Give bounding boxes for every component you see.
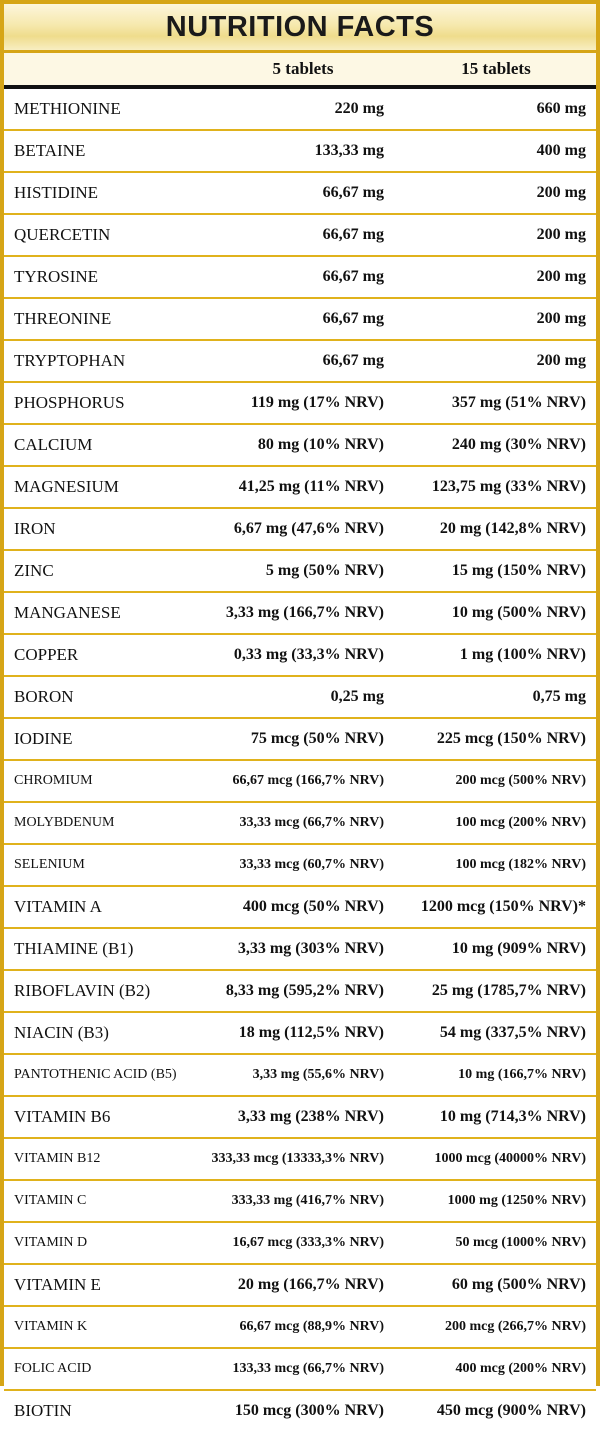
nutrient-amount-dose-a: 41,25 mg (11% NRV) bbox=[238, 478, 384, 495]
nutrient-amount-dose-a: 119 mg (17% NRV) bbox=[250, 394, 384, 411]
nutrient-amount-dose-a: 150 mcg (300% NRV) bbox=[234, 1402, 384, 1419]
nutrient-amount-dose-b: 450 mcg (900% NRV) bbox=[436, 1402, 586, 1419]
table-row bbox=[4, 1013, 596, 1055]
table-row bbox=[4, 383, 596, 425]
nutrient-name: METHIONINE bbox=[14, 99, 121, 118]
nutrient-name: TRYPTOPHAN bbox=[14, 351, 126, 370]
nutrient-name: HISTIDINE bbox=[14, 183, 99, 202]
nutrient-name: BIOTIN bbox=[14, 1401, 72, 1420]
table-row bbox=[4, 1265, 596, 1307]
title-band bbox=[4, 4, 596, 53]
table-row bbox=[4, 719, 596, 761]
nutrient-amount-dose-a: 66,67 mg bbox=[322, 352, 384, 369]
table-row bbox=[4, 677, 596, 719]
nutrient-name: CHROMIUM bbox=[14, 773, 93, 788]
table-row bbox=[4, 1349, 596, 1391]
nutrient-amount-dose-b: 10 mg (166,7% NRV) bbox=[458, 1067, 586, 1082]
nutrient-amount-dose-b: 25 mg (1785,7% NRV) bbox=[431, 982, 586, 999]
nutrient-name: NIACIN (B3) bbox=[14, 1023, 109, 1042]
table-row bbox=[4, 635, 596, 677]
nutrient-amount-dose-b: 200 mg bbox=[536, 184, 586, 201]
nutrient-name: BORON bbox=[14, 687, 74, 706]
table-row bbox=[4, 1307, 596, 1349]
table-row bbox=[4, 551, 596, 593]
table-row bbox=[4, 887, 596, 929]
nutrient-name: THIAMINE (B1) bbox=[14, 939, 134, 958]
table-row bbox=[4, 131, 596, 173]
nutrient-name: IRON bbox=[14, 519, 56, 538]
nutrient-name: VITAMIN A bbox=[14, 897, 102, 916]
nutrient-name: MOLYBDENUM bbox=[14, 815, 115, 830]
nutrient-amount-dose-a: 220 mg bbox=[334, 100, 384, 117]
nutrient-name: VITAMIN C bbox=[14, 1193, 87, 1208]
nutrient-amount-dose-a: 75 mcg (50% NRV) bbox=[250, 730, 384, 747]
nutrient-name: QUERCETIN bbox=[14, 225, 111, 244]
nutrient-name: TYROSINE bbox=[14, 267, 99, 286]
table-row bbox=[4, 173, 596, 215]
table-row bbox=[4, 1139, 596, 1181]
nutrient-amount-dose-a: 133,33 mg bbox=[314, 142, 384, 159]
table-row bbox=[4, 1055, 596, 1097]
nutrient-amount-dose-b: 240 mg (30% NRV) bbox=[451, 436, 586, 453]
table-row bbox=[4, 467, 596, 509]
column-header-dose-b: 15 tablets bbox=[461, 59, 531, 78]
nutrient-amount-dose-a: 66,67 mg bbox=[322, 226, 384, 243]
table-row bbox=[4, 215, 596, 257]
nutrient-name: COPPER bbox=[14, 645, 79, 664]
nutrient-amount-dose-a: 3,33 mg (166,7% NRV) bbox=[225, 604, 384, 621]
nutrient-amount-dose-b: 200 mg bbox=[536, 352, 586, 369]
nutrient-name: VITAMIN K bbox=[14, 1319, 88, 1334]
nutrient-name: MAGNESIUM bbox=[14, 477, 119, 496]
nutrition-table-body bbox=[4, 89, 596, 1431]
table-row bbox=[4, 971, 596, 1013]
nutrient-amount-dose-a: 16,67 mcg (333,3% NRV) bbox=[232, 1235, 384, 1250]
nutrient-amount-dose-b: 1000 mg (1250% NRV) bbox=[447, 1193, 586, 1208]
nutrient-amount-dose-b: 1200 mcg (150% NRV)* bbox=[420, 898, 586, 915]
nutrient-amount-dose-a: 6,67 mg (47,6% NRV) bbox=[233, 520, 384, 537]
nutrient-amount-dose-a: 333,33 mg (416,7% NRV) bbox=[231, 1193, 384, 1208]
nutrient-name: ZINC bbox=[14, 561, 54, 580]
nutrient-amount-dose-b: 660 mg bbox=[536, 100, 586, 117]
nutrient-amount-dose-a: 5 mg (50% NRV) bbox=[265, 562, 384, 579]
nutrient-amount-dose-a: 80 mg (10% NRV) bbox=[257, 436, 384, 453]
table-row bbox=[4, 593, 596, 635]
nutrient-name: CALCIUM bbox=[14, 435, 93, 454]
nutrient-name: MANGANESE bbox=[14, 603, 121, 622]
nutrient-amount-dose-a: 0,33 mg (33,3% NRV) bbox=[233, 646, 384, 663]
nutrient-name: PHOSPHORUS bbox=[14, 393, 125, 412]
nutrient-amount-dose-b: 400 mg bbox=[536, 142, 586, 159]
table-row bbox=[4, 257, 596, 299]
nutrient-amount-dose-b: 10 mg (909% NRV) bbox=[451, 940, 586, 957]
nutrient-amount-dose-b: 50 mcg (1000% NRV) bbox=[455, 1235, 586, 1250]
table-row bbox=[4, 803, 596, 845]
page-title: NUTRITION FACTS bbox=[165, 10, 435, 43]
table-row bbox=[4, 89, 596, 131]
nutrient-amount-dose-a: 133,33 mcg (66,7% NRV) bbox=[232, 1361, 384, 1376]
nutrient-amount-dose-a: 66,67 mcg (88,9% NRV) bbox=[239, 1319, 384, 1334]
nutrient-name: VITAMIN D bbox=[14, 1235, 88, 1250]
table-row bbox=[4, 845, 596, 887]
nutrient-amount-dose-b: 100 mcg (200% NRV) bbox=[455, 815, 586, 830]
nutrient-amount-dose-b: 10 mg (714,3% NRV) bbox=[439, 1108, 586, 1125]
table-row bbox=[4, 929, 596, 971]
nutrient-amount-dose-b: 200 mg bbox=[536, 226, 586, 243]
nutrient-name: IODINE bbox=[14, 729, 73, 748]
table-row bbox=[4, 1097, 596, 1139]
nutrient-amount-dose-b: 200 mcg (266,7% NRV) bbox=[444, 1319, 586, 1334]
table-header-row bbox=[4, 53, 596, 89]
nutrient-amount-dose-a: 3,33 mg (55,6% NRV) bbox=[252, 1067, 384, 1082]
nutrient-amount-dose-a: 400 mcg (50% NRV) bbox=[242, 898, 384, 915]
nutrient-name: VITAMIN E bbox=[14, 1275, 101, 1294]
nutrient-amount-dose-b: 357 mg (51% NRV) bbox=[451, 394, 586, 411]
nutrient-name: PANTOTHENIC ACID (B5) bbox=[14, 1067, 177, 1082]
table-row bbox=[4, 425, 596, 467]
nutrient-amount-dose-a: 3,33 mg (238% NRV) bbox=[237, 1108, 384, 1125]
nutrient-amount-dose-b: 123,75 mg (33% NRV) bbox=[431, 478, 586, 495]
nutrient-amount-dose-b: 200 mcg (500% NRV) bbox=[455, 773, 586, 788]
nutrient-amount-dose-a: 66,67 mg bbox=[322, 184, 384, 201]
nutrient-amount-dose-b: 60 mg (500% NRV) bbox=[451, 1276, 586, 1293]
table-row bbox=[4, 299, 596, 341]
nutrient-amount-dose-b: 1 mg (100% NRV) bbox=[459, 646, 586, 663]
nutrient-amount-dose-a: 66,67 mg bbox=[322, 268, 384, 285]
nutrient-amount-dose-b: 200 mg bbox=[536, 310, 586, 327]
table-row bbox=[4, 1181, 596, 1223]
table-row bbox=[4, 1223, 596, 1265]
table-row bbox=[4, 761, 596, 803]
nutrient-amount-dose-a: 33,33 mcg (66,7% NRV) bbox=[239, 815, 384, 830]
nutrient-name: VITAMIN B6 bbox=[14, 1107, 111, 1126]
nutrient-name: FOLIC ACID bbox=[14, 1361, 92, 1376]
table-row bbox=[4, 341, 596, 383]
nutrient-amount-dose-a: 0,25 mg bbox=[330, 688, 384, 705]
nutrient-name: BETAINE bbox=[14, 141, 86, 160]
nutrient-amount-dose-b: 20 mg (142,8% NRV) bbox=[439, 520, 586, 537]
nutrient-amount-dose-b: 225 mcg (150% NRV) bbox=[436, 730, 586, 747]
nutrient-amount-dose-a: 20 mg (166,7% NRV) bbox=[237, 1276, 384, 1293]
nutrient-name: SELENIUM bbox=[14, 857, 85, 872]
nutrient-amount-dose-b: 400 mcg (200% NRV) bbox=[455, 1361, 586, 1376]
nutrient-amount-dose-b: 0,75 mg bbox=[532, 688, 586, 705]
nutrient-amount-dose-b: 1000 mcg (40000% NRV) bbox=[434, 1151, 586, 1166]
nutrient-amount-dose-a: 3,33 mg (303% NRV) bbox=[237, 940, 384, 957]
nutrient-amount-dose-a: 66,67 mcg (166,7% NRV) bbox=[232, 773, 384, 788]
nutrient-amount-dose-b: 54 mg (337,5% NRV) bbox=[439, 1024, 586, 1041]
nutrient-amount-dose-b: 10 mg (500% NRV) bbox=[451, 604, 586, 621]
nutrient-amount-dose-a: 33,33 mcg (60,7% NRV) bbox=[239, 857, 384, 872]
nutrient-amount-dose-a: 333,33 mcg (13333,3% NRV) bbox=[211, 1151, 384, 1166]
nutrient-amount-dose-b: 200 mg bbox=[536, 268, 586, 285]
table-row bbox=[4, 1391, 596, 1431]
nutrient-amount-dose-a: 8,33 mg (595,2% NRV) bbox=[225, 982, 384, 999]
nutrient-name: RIBOFLAVIN (B2) bbox=[14, 981, 151, 1000]
nutrient-amount-dose-b: 100 mcg (182% NRV) bbox=[455, 857, 586, 872]
nutrient-amount-dose-b: 15 mg (150% NRV) bbox=[451, 562, 586, 579]
column-header-dose-a: 5 tablets bbox=[272, 59, 334, 78]
nutrient-amount-dose-a: 66,67 mg bbox=[322, 310, 384, 327]
nutrient-amount-dose-a: 18 mg (112,5% NRV) bbox=[238, 1024, 384, 1041]
table-row bbox=[4, 509, 596, 551]
nutrient-name: VITAMIN B12 bbox=[14, 1151, 101, 1166]
nutrient-name: THREONINE bbox=[14, 309, 112, 328]
